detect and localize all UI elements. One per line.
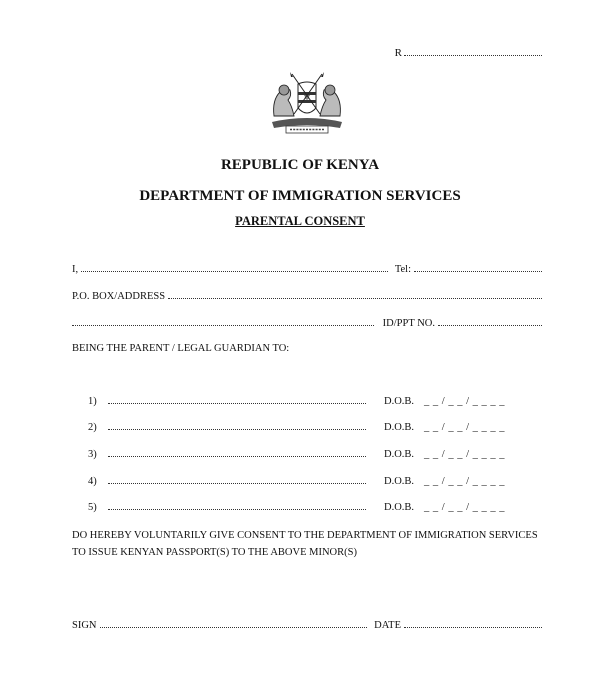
child-name-field[interactable] [108,420,366,430]
dob-field[interactable]: _ _ / _ _ / _ _ _ _ [424,502,506,513]
department-heading: DEPARTMENT OF IMMIGRATION SERVICES [139,188,461,204]
guardian-statement: BEING THE PARENT / LEGAL GUARDIAN TO: [72,343,290,354]
child-row [88,420,542,434]
signature-row [72,618,542,632]
name-tel-row [72,262,542,276]
tel-label: Tel: [394,264,411,275]
coat-of-arms-icon [262,70,352,134]
child-name-field[interactable] [108,394,366,404]
i-label: I, [72,264,79,275]
child-name-field[interactable] [108,474,366,484]
dob-label: D.O.B. [384,422,415,433]
reference-label: R [394,47,402,59]
dob-label: D.O.B. [384,449,415,460]
child-number: 1) [88,396,97,407]
child-number: 5) [88,502,97,513]
child-number: 4) [88,476,97,487]
reference-field [395,46,542,59]
dob-field[interactable]: _ _ / _ _ / _ _ _ _ [424,476,506,487]
dob-label: D.O.B. [384,396,415,407]
id-row [72,316,542,330]
address-continued-field[interactable] [72,316,374,326]
dob-field[interactable]: _ _ / _ _ / _ _ _ _ [424,449,506,460]
form-title: PARENTAL CONSENT [235,214,365,228]
child-row [88,447,542,461]
id-field[interactable] [438,316,542,326]
address-label: P.O. BOX/ADDRESS [72,291,166,302]
consent-statement: DO HEREBY VOLUNTARILY GIVE CONSENT TO THE DEPARTMENT OF IMMIGRATION SERVICES TO ISSUE KENYAN PASSPORT(S) TO THE ABOVE MINOR(S) [72,530,538,558]
name-field[interactable] [81,262,388,272]
date-field[interactable] [404,618,542,628]
dob-field[interactable]: _ _ / _ _ / _ _ _ _ [424,422,506,433]
address-row [72,289,542,303]
id-label: ID/PPT NO. [382,318,435,329]
child-row [88,500,542,514]
republic-heading: REPUBLIC OF KENYA [220,157,380,173]
child-row [88,394,542,408]
dob-label: D.O.B. [384,476,415,487]
child-row [88,474,542,488]
sign-label: SIGN [72,620,97,631]
child-name-field[interactable] [108,500,366,510]
tel-field[interactable] [414,262,542,272]
child-name-field[interactable] [108,447,366,457]
reference-line[interactable] [404,46,542,56]
address-field[interactable] [168,289,542,299]
dob-field[interactable]: _ _ / _ _ / _ _ _ _ [424,396,506,407]
child-number: 3) [88,449,97,460]
date-label: DATE [374,620,401,631]
dob-label: D.O.B. [384,502,415,513]
sign-field[interactable] [100,618,368,628]
child-number: 2) [88,422,97,433]
